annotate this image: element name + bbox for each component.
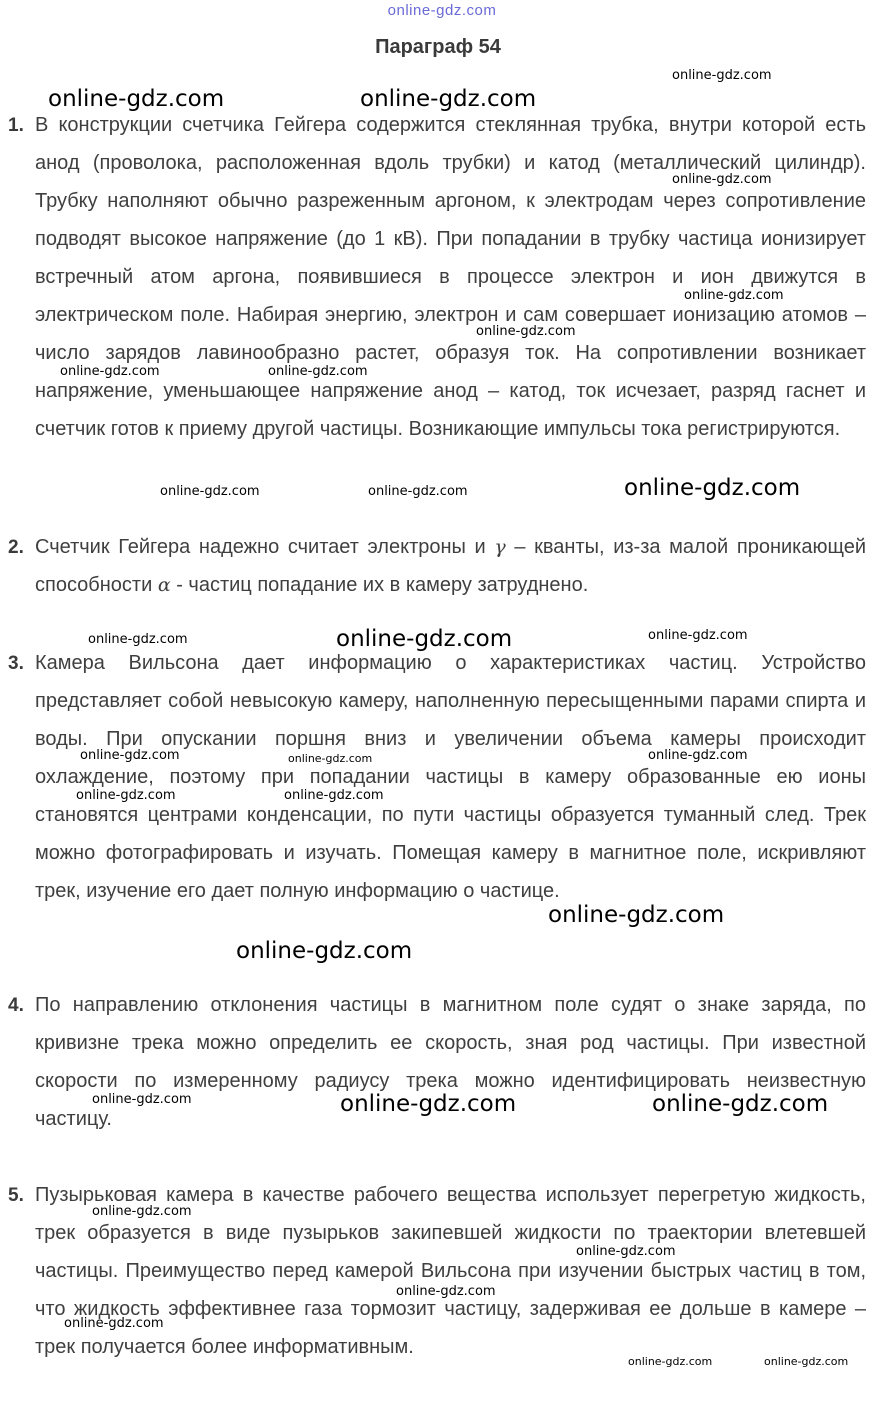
text-part: – кванты, из-за малой проникающей способности bbox=[35, 536, 867, 596]
watermark: online-gdz.com bbox=[576, 1244, 676, 1259]
watermark: online-gdz.com bbox=[268, 364, 368, 379]
watermark: online-gdz.com bbox=[476, 324, 576, 339]
gamma-symbol: γ bbox=[494, 536, 506, 558]
watermark: online-gdz.com bbox=[284, 788, 384, 803]
watermark: online-gdz.com bbox=[288, 752, 373, 765]
item-text: Пузырьковая камера в качестве рабочего вещества использует перегретую жидкость, трек образуется в виде пузырьков закипевшей жидкости по траектории влетевшей частицы. Преимущество перед камерой Вильсона при изучении быстрых частиц в том, что жидкость эффективнее газа тормозит частицу, задерживая ее дольше в камере – трек получается более информативным. bbox=[35, 1184, 866, 1358]
page-title: Параграф 54 bbox=[375, 36, 501, 58]
watermark: online-gdz.com bbox=[160, 484, 260, 499]
item-number: 3. bbox=[8, 653, 24, 674]
watermark: online-gdz.com bbox=[672, 172, 772, 187]
watermark: online-gdz.com bbox=[548, 902, 725, 928]
watermark: online-gdz.com bbox=[396, 1284, 496, 1299]
answer-item-2 bbox=[8, 528, 866, 604]
watermark: online-gdz.com bbox=[624, 475, 801, 501]
watermark: online-gdz.com bbox=[80, 748, 180, 763]
text-part: - частиц попадание их в камеру затруднено. bbox=[170, 574, 589, 596]
watermark: online-gdz.com bbox=[92, 1092, 192, 1107]
item-number: 5. bbox=[8, 1185, 24, 1206]
watermark: online-gdz.com bbox=[652, 1091, 829, 1117]
text-part: Счетчик Гейгера надежно считает электроны и bbox=[35, 536, 495, 558]
watermark: online-gdz.com bbox=[92, 1204, 192, 1219]
watermark: online-gdz.com bbox=[48, 86, 225, 112]
item-number: 4. bbox=[8, 995, 24, 1016]
answer-item-3 bbox=[8, 644, 866, 910]
watermark: online-gdz.com bbox=[60, 364, 160, 379]
item-text: По направлению отклонения частицы в магнитном поле судят о знаке заряда, по кривизне трека можно определить ее скорость, зная род частицы. При известной скорости по измеренному радиусу трека можно идентифицировать неизвестную частицу. bbox=[35, 994, 866, 1130]
item-text: Камера Вильсона дает информацию о характеристиках частиц. Устройство представляет собой невысокую камеру, наполненную пересыщенными парами спирта и воды. При опускании поршня вниз и увеличении объема камеры происходит охлаждение, поэтому при попадании частицы в камеру образованные ею ионы становятся центрами конденсации, по пути частицы образуется туманный след. Трек можно фотографировать и изучать. Помещая камеру в магнитное поле, искривляют трек, изучение его дает полную информацию о частице. bbox=[35, 652, 866, 902]
watermark: online-gdz.com bbox=[628, 1355, 713, 1368]
watermark: online-gdz.com bbox=[336, 626, 513, 652]
watermark: online-gdz.com bbox=[648, 628, 748, 643]
watermark: online-gdz.com bbox=[76, 788, 176, 803]
watermark: online-gdz.com bbox=[368, 484, 468, 499]
watermark: online-gdz.com bbox=[648, 748, 748, 763]
watermark: online-gdz.com bbox=[236, 938, 413, 964]
item-number: 1. bbox=[8, 115, 24, 136]
item-text: В конструкции счетчика Гейгера содержится стеклянная трубка, внутри которой есть анод (проволока, расположенная вдоль трубки) и катод (металлический цилиндр). Трубку наполняют обычно разреженным аргоном, к электродам через сопротивление подводят высокое напряжение (до 1 кВ). При попадании в трубку частица ионизирует встречный атом аргона, появившиеся в процессе электрон и ион движутся в электрическом поле. Набирая энергию, электрон и сам совершает ионизацию атомов – число зарядов лавинообразно растет, образуя ток. На сопротивлении возникает напряжение, уменьшающее напряжение анод – катод, ток исчезает, разряд гаснет и счетчик готов к приему другой частицы. Возникающие импульсы тока регистрируются. bbox=[35, 114, 866, 440]
answer-item-1 bbox=[8, 106, 866, 448]
site-watermark-top: online-gdz.com bbox=[387, 2, 497, 19]
watermark: online-gdz.com bbox=[88, 632, 188, 647]
watermark: online-gdz.com bbox=[360, 86, 537, 112]
alpha-symbol: α bbox=[157, 574, 171, 596]
watermark: online-gdz.com bbox=[764, 1355, 849, 1368]
watermark: online-gdz.com bbox=[672, 68, 772, 83]
watermark: online-gdz.com bbox=[340, 1091, 517, 1117]
watermark: online-gdz.com bbox=[64, 1316, 164, 1331]
watermark: online-gdz.com bbox=[684, 288, 784, 303]
item-text bbox=[35, 528, 866, 604]
item-number: 2. bbox=[8, 537, 24, 558]
